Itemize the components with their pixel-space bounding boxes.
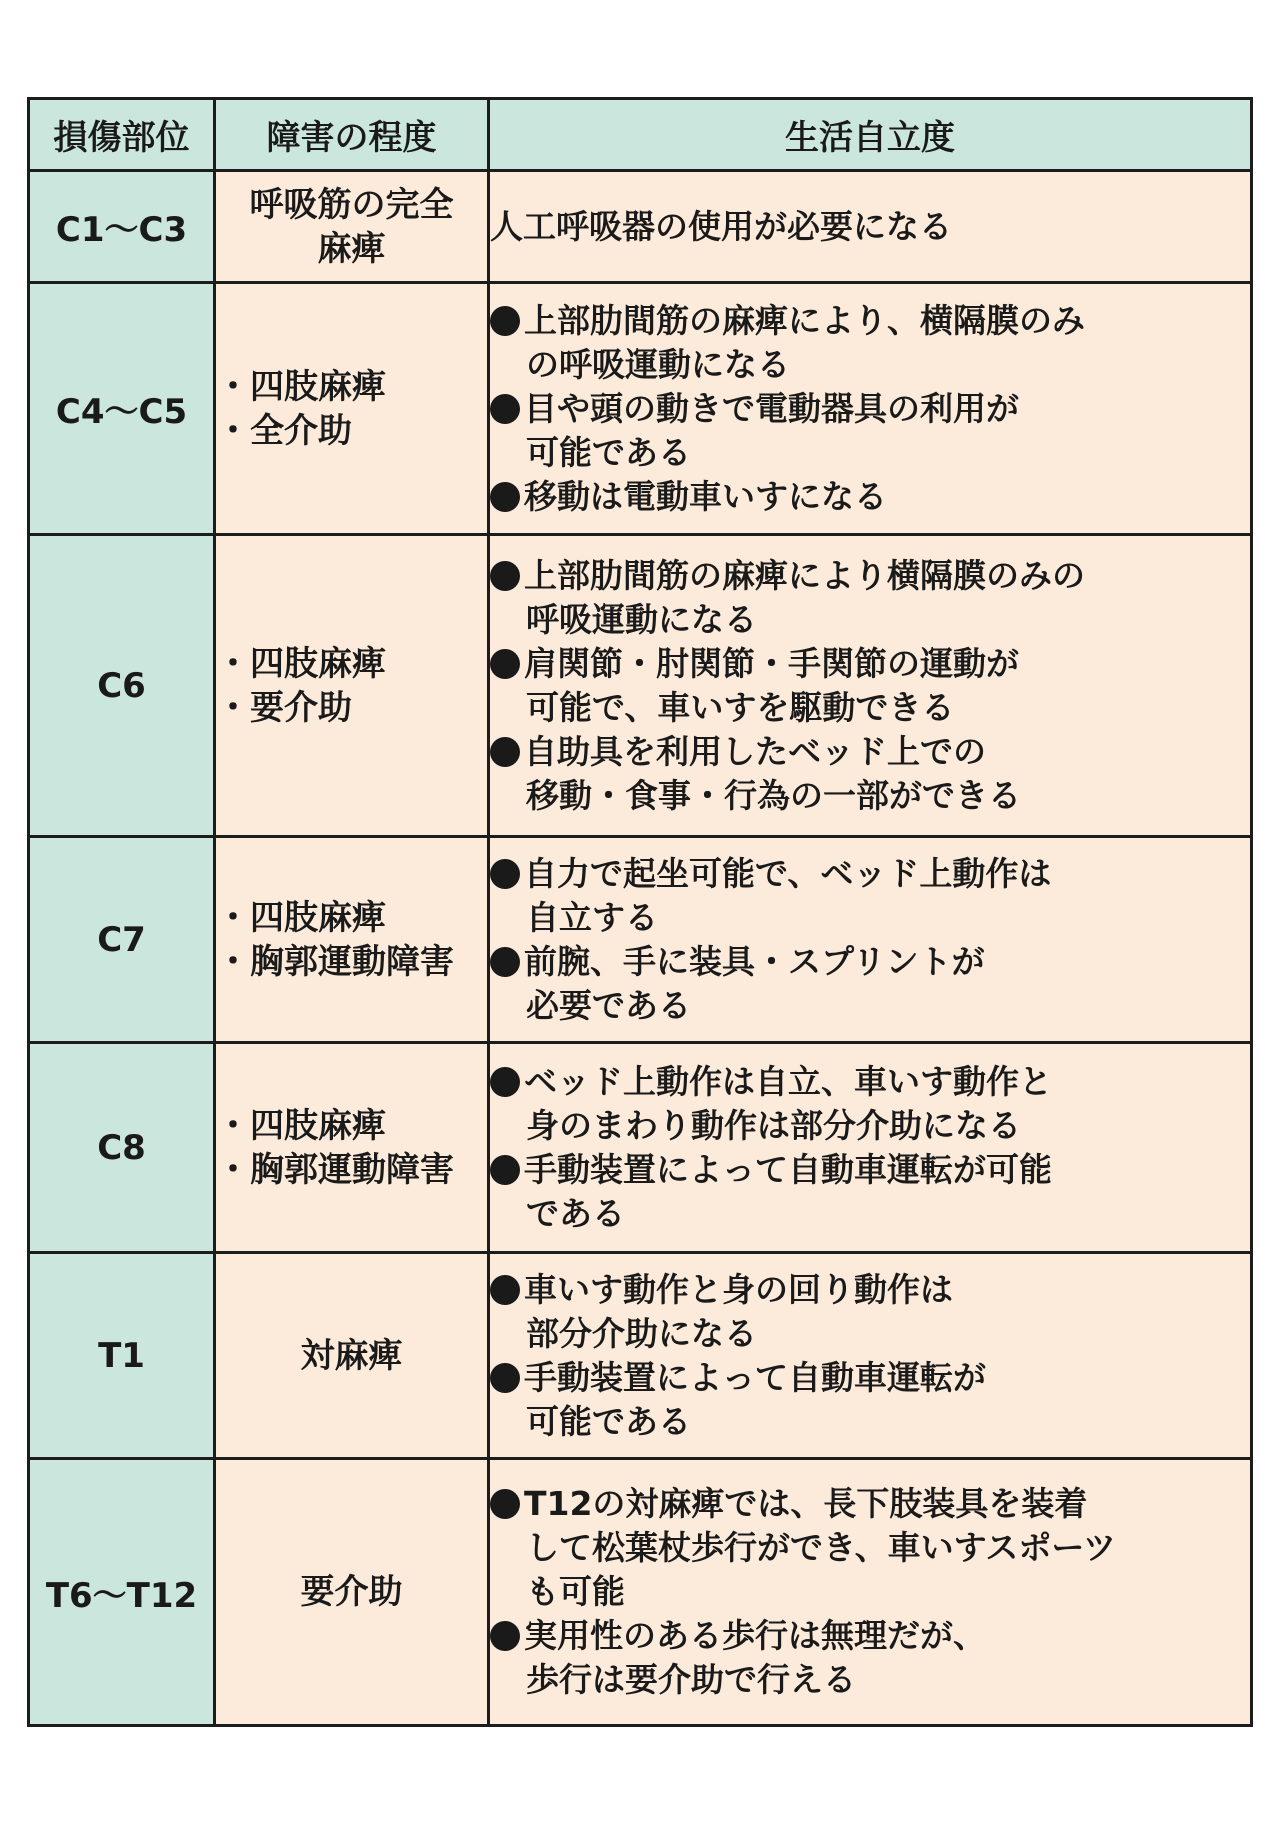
injury-site: C8 [29, 1043, 215, 1253]
disability-degree [215, 1253, 489, 1459]
bullet-entry [490, 475, 1250, 519]
bullet-line: 歩行は要介助で行える [526, 1660, 856, 1699]
bullet-line: 車いす動作と身の回り動作は [490, 1268, 1250, 1312]
bullet-line: 身のまわり動作は部分介助になる [526, 1105, 1021, 1145]
bullet-entry [490, 852, 1250, 940]
independence-level [489, 283, 1252, 535]
injury-site: C1〜C3 [29, 171, 215, 283]
bullet-line: 部分介助になる [526, 1313, 757, 1353]
bullet-dot-icon [490, 561, 520, 591]
bullet-entry [490, 554, 1250, 642]
bullet-line: 自助具を利用したベッド上での [490, 730, 1250, 774]
bullet-dot-icon [490, 1363, 520, 1393]
bullet-dot-icon [490, 1067, 520, 1097]
bullet-dot-icon [490, 859, 520, 889]
bullet-dot-icon [490, 737, 520, 767]
injury-site: C6 [29, 535, 215, 837]
bullet-entry [490, 730, 1250, 818]
bullet-dot-icon [490, 1155, 520, 1185]
table-row [29, 1043, 1252, 1253]
bullet-entry [490, 1268, 1250, 1356]
bullet-line: 移動・食事・行為の一部ができる [526, 775, 1021, 815]
independence-level [489, 837, 1252, 1043]
bullet-entry [490, 1614, 1250, 1702]
table-row [29, 1459, 1252, 1726]
bullet-line: 肩関節・肘関節・手関節の運動が [490, 642, 1250, 686]
bullet-line: である [526, 1193, 625, 1233]
bullet-line: 必要である [526, 985, 691, 1025]
bullet-line: 可能で、車いすを駆動できる [526, 687, 955, 727]
degree-line: ・四肢麻痺 [216, 1105, 386, 1146]
bullet-dot-icon [490, 1621, 520, 1651]
disability-degree [215, 1043, 489, 1253]
life-text: 人工呼吸器の使用が必要になる [490, 206, 952, 246]
bullet-entry [490, 940, 1250, 1028]
header-independence-level: 生活自立度 [489, 99, 1252, 171]
bullet-line: 呼吸運動になる [526, 599, 757, 639]
bullet-dot-icon [490, 947, 520, 977]
bullet-dot-icon [490, 394, 520, 424]
disability-degree [215, 171, 489, 283]
bullet-entry [490, 1356, 1250, 1444]
bullet-line: も可能 [526, 1572, 625, 1611]
bullet-line: 上部肋間筋の麻痺により、横隔膜のみ [490, 299, 1250, 343]
bullet-dot-icon [490, 1275, 520, 1305]
bullet-line: して松葉杖歩行ができ、車いすスポーツ [526, 1528, 1117, 1567]
bullet-line: の呼吸運動になる [526, 344, 790, 384]
bullet-line: 手動装置によって自動車運転が可能 [490, 1148, 1250, 1192]
table-row [29, 171, 1252, 283]
degree-line: ・四肢麻痺 [216, 897, 386, 938]
disability-degree [215, 535, 489, 837]
header-injury-site: 損傷部位 [29, 99, 215, 171]
independence-level [489, 171, 1252, 283]
independence-level [489, 1459, 1252, 1726]
independence-level [489, 1253, 1252, 1459]
degree-line: 対麻痺 [300, 1335, 403, 1376]
header-disability-degree: 障害の程度 [215, 99, 489, 171]
disability-degree [215, 283, 489, 535]
bullet-line: 可能である [526, 1401, 691, 1441]
bullet-dot-icon [490, 482, 520, 512]
independence-level [489, 1043, 1252, 1253]
independence-level [489, 535, 1252, 837]
bullet-entry [490, 1148, 1250, 1236]
bullet-entry [490, 299, 1250, 387]
bullet-dot-icon [490, 649, 520, 679]
disability-degree [215, 1459, 489, 1726]
bullet-line: 前腕、手に装具・スプリントが [490, 940, 1250, 984]
bullet-dot-icon [490, 1489, 520, 1519]
table-row [29, 837, 1252, 1043]
bullet-line: 目や頭の動きで電動器具の利用が [490, 387, 1250, 431]
table-row [29, 535, 1252, 837]
degree-line: 呼吸筋の完全 [249, 184, 454, 225]
bullet-line: T12の対麻痺では、長下肢装具を装着 [490, 1482, 1250, 1526]
bullet-line: 上部肋間筋の麻痺により横隔膜のみの [490, 554, 1250, 598]
header-row [29, 99, 1252, 171]
injury-site: T1 [29, 1253, 215, 1459]
bullet-line: 手動装置によって自動車運転が [490, 1356, 1250, 1400]
injury-site: C4〜C5 [29, 283, 215, 535]
degree-line: 麻痺 [317, 228, 386, 269]
degree-line: ・四肢麻痺 [216, 366, 386, 407]
bullet-entry [490, 642, 1250, 730]
spinal-injury-table [27, 97, 1253, 1727]
bullet-line: 可能である [526, 432, 691, 472]
bullet-dot-icon [490, 306, 520, 336]
bullet-entry [490, 1060, 1250, 1148]
bullet-line: 自力で起坐可能で、ベッド上動作は [490, 852, 1250, 896]
table-row [29, 1253, 1252, 1459]
degree-line: ・四肢麻痺 [216, 643, 386, 684]
degree-line: ・全介助 [216, 410, 352, 451]
degree-line: ・胸郭運動障害 [216, 941, 454, 982]
injury-site: C7 [29, 837, 215, 1043]
degree-line: 要介助 [300, 1572, 403, 1612]
bullet-line: 自立する [526, 897, 658, 937]
bullet-entry [490, 387, 1250, 475]
injury-site: T6〜T12 [29, 1459, 215, 1726]
bullet-line: 実用性のある歩行は無理だが、 [490, 1614, 1250, 1658]
table-row [29, 283, 1252, 535]
bullet-line: ベッド上動作は自立、車いす動作と [490, 1060, 1250, 1104]
bullet-entry [490, 1482, 1250, 1614]
disability-degree [215, 837, 489, 1043]
degree-line: ・要介助 [216, 687, 352, 728]
bullet-line: 移動は電動車いすになる [490, 475, 1250, 519]
degree-line: ・胸郭運動障害 [216, 1149, 454, 1190]
